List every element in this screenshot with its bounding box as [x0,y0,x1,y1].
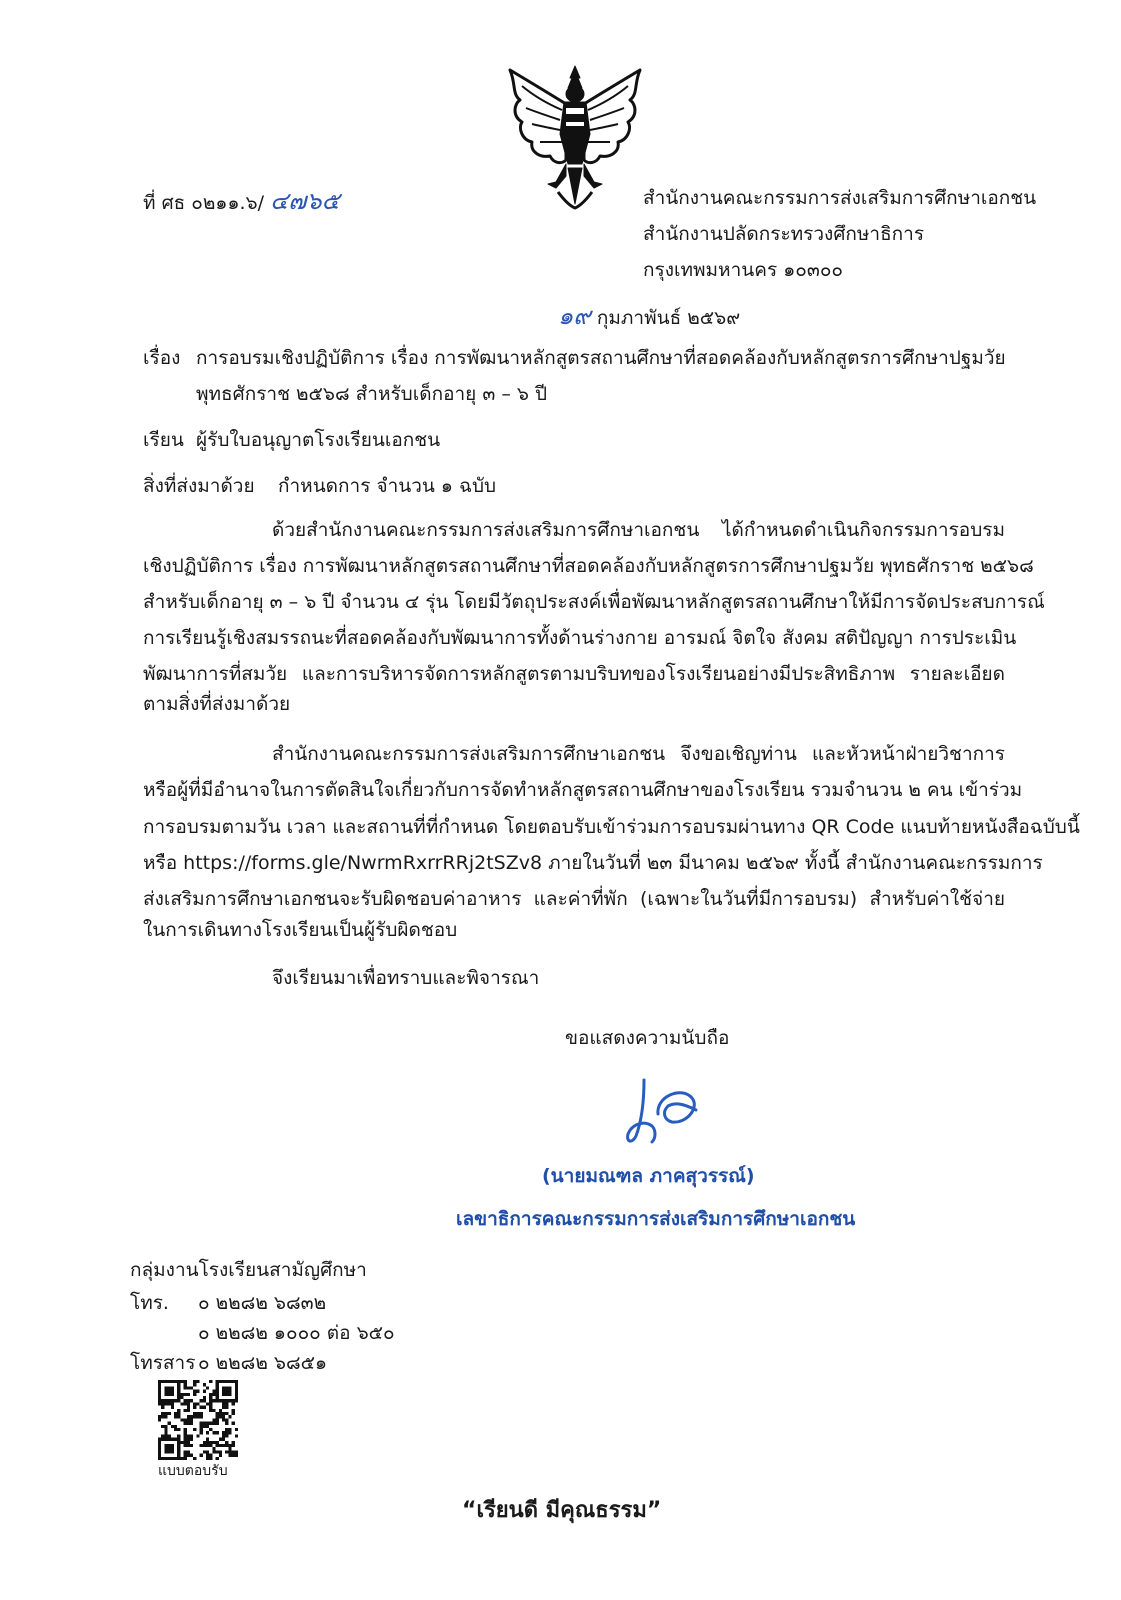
garuda-emblem [500,64,650,210]
paragraph1-line: การเรียนรู้เชิงสมรรถนะที่สอดคล้องกับพัฒนาการทั้งด้านร่างกาย อารมณ์ จิตใจ สังคม สติปัญญา การประเมิน [143,627,1017,649]
subject-line2: พุทธศักราช ๒๕๖๘ สำหรับเด็กอายุ ๓ – ๖ ปี [196,383,548,405]
contact-tel1: ๐ ๒๒๘๒ ๖๘๓๒ [198,1292,327,1314]
paragraph1-line: สำหรับเด็กอายุ ๓ – ๖ ปี จำนวน ๔ รุ่น โดยมีวัตถุประสงค์เพื่อพัฒนาหลักสูตรสถานศึกษาให้มีการจัดประสบการณ์ [143,591,1045,613]
enclosure-label: สิ่งที่ส่งมาด้วย [143,475,255,497]
paragraph2-line: หรือผู้ที่มีอำนาจในการตัดสินใจเกี่ยวกับการจัดทำหลักสูตรสถานศึกษาของโรงเรียน รวมจำนวน ๒ คน เข้าร่วม [143,779,1023,801]
contact-tel-label: โทร. [130,1292,169,1314]
paragraph1-line: ด้วยสำนักงานคณะกรรมการส่งเสริมการศึกษาเอกชน ได้กำหนดดำเนินกิจกรรมการอบรม [272,519,1005,541]
salutation: ขอแสดงความนับถือ [565,1027,730,1049]
paragraph2-line: การอบรมตามวัน เวลา และสถานที่ที่กำหนด โดยตอบรับเข้าร่วมการอบรมผ่านทาง QR Code แนบท้ายหนังสือฉบับนี้ [143,816,1080,838]
agency-address-line1: สำนักงานคณะกรรมการส่งเสริมการศึกษาเอกชน [643,187,1037,209]
recipient-text: ผู้รับใบอนุญาตโรงเรียนเอกชน [196,429,441,451]
signatory-name: (นายมณฑล ภาคสุวรรณ์) [542,1165,755,1187]
contact-fax: ๐ ๒๒๘๒ ๖๘๕๑ [198,1352,328,1374]
reference-handwritten-number: ๔๗๖๕ [270,187,340,215]
qr-code-icon[interactable] [158,1380,238,1460]
paragraph1-line: ตามสิ่งที่ส่งมาด้วย [143,693,291,715]
enclosure-text: กำหนดการ จำนวน ๑ ฉบับ [278,475,497,497]
reference-prefix: ที่ ศธ ๐๒๑๑.๖/ [143,192,265,214]
paragraph2-line: ในการเดินทางโรงเรียนเป็นผู้รับผิดชอบ [143,919,458,941]
agency-address-line3: กรุงเทพมหานคร ๑๐๓๐๐ [643,259,844,281]
paragraph2-line: ส่งเสริมการศึกษาเอกชนจะรับผิดชอบค่าอาหาร และค่าที่พัก (เฉพาะในวันที่มีการอบรม) สำหรับค่าใช้จ่าย [143,888,1005,910]
handwritten-signature [622,1076,702,1150]
slogan: “เรียนดี มีคุณธรรม” [462,1498,662,1523]
recipient-label: เรียน [143,429,184,451]
reference-number [143,186,340,217]
qr-caption: แบบตอบรับ [158,1463,228,1479]
contact-department: กลุ่มงานโรงเรียนสามัญศึกษา [130,1259,367,1281]
signatory-position: เลขาธิการคณะกรรมการส่งเสริมการศึกษาเอกชน [456,1208,856,1230]
document-date [558,301,740,332]
subject-label: เรื่อง [143,347,181,369]
contact-fax-label: โทรสาร [130,1352,196,1374]
agency-address-line2: สำนักงานปลัดกระทรวงศึกษาธิการ [643,223,925,245]
paragraph2-line: สำนักงานคณะกรรมการส่งเสริมการศึกษาเอกชน จึงขอเชิญท่าน และหัวหน้าฝ่ายวิชาการ [272,743,1005,765]
paragraph1-line: พัฒนาการที่สมวัย และการบริหารจัดการหลักสูตรตามบริบทของโรงเรียนอย่างมีประสิทธิภาพ รายละเอียด [143,663,1005,685]
paragraph1-line: เชิงปฏิบัติการ เรื่อง การพัฒนาหลักสูตรสถานศึกษาที่สอดคล้องกับหลักสูตรการศึกษาปฐมวัย พุทธศักราช ๒๕๖๘ [143,555,1034,577]
subject-line1: การอบรมเชิงปฏิบัติการ เรื่อง การพัฒนาหลักสูตรสถานศึกษาที่สอดคล้องกับหลักสูตรการศึกษาปฐมวัย [196,347,1006,369]
contact-tel2: ๐ ๒๒๘๒ ๑๐๐๐ ต่อ ๖๕๐ [198,1322,395,1344]
paragraph2-line: หรือ https://forms.gle/NwrmRxrrRRj2tSZv8 ภายในวันที่ ๒๓ มีนาคม ๒๕๖๙ ทั้งนี้ สำนักงานคณะกรรมการ [143,852,1043,874]
date-day-handwritten: ๑๙ [558,302,591,330]
date-month-year: กุมภาพันธ์ ๒๕๖๙ [596,307,741,329]
closing-request: จึงเรียนมาเพื่อทราบและพิจารณา [272,967,540,989]
